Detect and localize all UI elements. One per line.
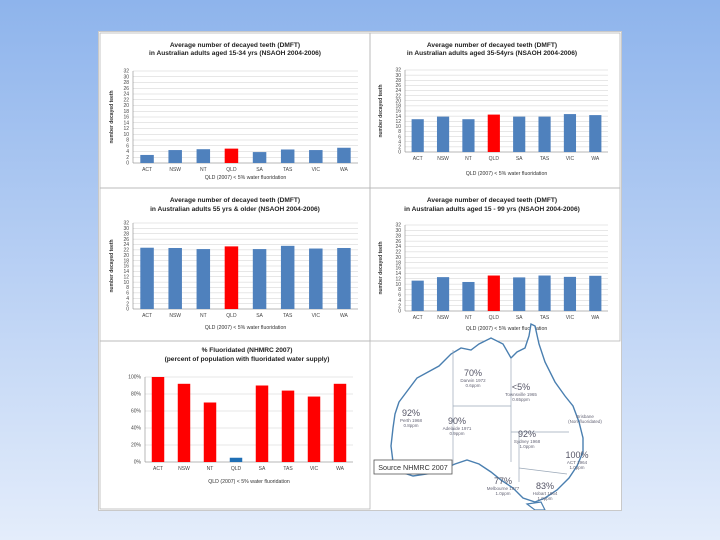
x-tick-label: VIC	[565, 156, 575, 162]
chart-title: Average number of decayed teeth (DMFT)	[169, 42, 301, 49]
map-label-text: 0.65ppm	[512, 397, 530, 402]
map-label-percent: 90%	[447, 416, 467, 426]
x-tick-label: NT	[465, 315, 472, 321]
bar-wa	[589, 276, 601, 311]
y-tick-label: 32	[395, 67, 401, 74]
y-tick-label: 8	[398, 129, 401, 136]
bar-tas	[281, 149, 295, 163]
chart-title: % Fluoridated (NHMRC 2007)	[201, 347, 293, 354]
bar-qld	[225, 246, 239, 309]
y-tick-label: 22	[395, 93, 401, 100]
slide-canvas	[99, 32, 621, 510]
y-tick-label: 14	[123, 120, 129, 127]
y-tick-label: 8	[126, 137, 129, 144]
y-tick-label: 30	[395, 72, 401, 79]
x-tick-label: NSW	[437, 315, 449, 321]
y-tick-label: 32	[123, 220, 129, 227]
y-tick-label: 32	[395, 222, 401, 229]
x-tick-label: QLD	[226, 313, 237, 319]
x-tick-label: SA	[258, 466, 266, 472]
map-label-text: Darwin 1972	[460, 378, 486, 383]
x-tick-label: NT	[199, 313, 207, 319]
x-tick-label: TAS	[539, 156, 550, 162]
y-tick-label: 16	[123, 263, 129, 270]
x-tick-label: TAS	[283, 466, 293, 472]
y-tick-label: 0	[398, 149, 401, 156]
bar-tas	[281, 246, 295, 309]
chart-footnote: QLD (2007) < 5% water fluoridation	[465, 171, 548, 177]
y-tick-label: 16	[395, 265, 401, 272]
y-tick-label: 0	[126, 160, 129, 167]
map-label-text: Hobart 1964	[532, 491, 558, 496]
bar-vic	[309, 249, 323, 309]
chart-footnote: QLD (2007) < 5% water fluoridation	[204, 325, 287, 331]
y-tick-label: 14	[395, 113, 401, 120]
y-tick-label: 26	[123, 236, 129, 243]
y-tick-label: 28	[395, 233, 401, 240]
x-tick-label: ACT	[153, 466, 163, 472]
chart-dmft-15-99	[378, 197, 608, 332]
bar-qld	[488, 115, 500, 152]
x-tick-label: SA	[256, 167, 263, 173]
x-tick-label: NT	[465, 156, 472, 162]
y-tick-label: 22	[123, 247, 129, 254]
bar-nt	[197, 249, 211, 309]
map-label-percent: 100%	[565, 450, 589, 460]
y-tick-label: 8	[126, 285, 129, 292]
y-tick-label: 30	[123, 74, 129, 81]
y-tick-label: 6	[398, 134, 401, 141]
y-tick-label: 30	[395, 228, 401, 235]
map-label-percent: 92%	[517, 429, 537, 439]
x-tick-label: WA	[591, 315, 600, 321]
x-tick-label: NSW	[169, 313, 182, 319]
y-tick-label: 24	[123, 242, 129, 249]
y-tick-label: 12	[395, 118, 401, 125]
y-tick-label: 10	[123, 279, 129, 286]
chart-fluoridated-percent	[128, 347, 353, 485]
y-tick-label: 4	[398, 139, 401, 146]
x-tick-label: ACT	[142, 167, 153, 173]
y-tick-label: 16	[123, 114, 129, 121]
chart-dmft-55-plus	[109, 197, 358, 331]
map-label-text: Townsville 1965	[505, 392, 537, 397]
tasmania-outline	[527, 502, 545, 510]
y-tick-label: 4	[126, 295, 129, 302]
bar-act	[140, 155, 154, 163]
bar-tas	[282, 391, 294, 462]
x-tick-label: ACT	[412, 315, 423, 321]
bar-qld	[488, 276, 500, 311]
y-tick-label: 22	[123, 97, 129, 104]
bar-sa	[253, 152, 267, 163]
x-tick-label: QLD	[230, 466, 242, 472]
y-tick-label: 6	[398, 292, 401, 299]
map-label-percent: 83%	[535, 481, 555, 491]
map-label-text: 0.9ppm	[449, 431, 465, 436]
y-tick-label: 18	[395, 260, 401, 267]
map-label-percent: <5%	[511, 382, 531, 392]
chart-title: Average number of decayed teeth (DMFT)	[169, 197, 301, 204]
x-tick-label: VIC	[565, 315, 575, 321]
map-label-percent: 70%	[463, 368, 483, 378]
x-tick-label: QLD	[488, 315, 499, 321]
y-tick-label: 4	[126, 149, 129, 156]
australia-map	[374, 324, 602, 510]
y-tick-label: 20	[123, 252, 129, 259]
y-tick-label: 100%	[128, 374, 141, 381]
x-tick-label: NSW	[178, 466, 190, 472]
y-axis-label: number decayed teeth	[109, 90, 115, 144]
bar-wa	[589, 115, 601, 152]
y-tick-label: 10	[395, 281, 401, 288]
y-tick-label: 18	[395, 103, 401, 110]
bar-sa	[256, 386, 268, 463]
x-tick-label: TAS	[283, 167, 293, 173]
y-tick-label: 18	[123, 108, 129, 115]
y-tick-label: 32	[123, 68, 129, 75]
y-tick-label: 0%	[133, 459, 141, 466]
y-tick-label: 10	[123, 131, 129, 138]
chart-footnote: QLD (2007) < 5% water fluoridation	[208, 479, 290, 485]
y-tick-label: 14	[395, 271, 401, 278]
y-axis-label: number decayed teeth	[378, 241, 384, 295]
chart-footnote: QLD (2007) < 5% water fluoridation	[204, 175, 287, 181]
x-tick-label: VIC	[311, 167, 320, 173]
map-label-text: 0.6ppm	[465, 383, 481, 388]
y-tick-label: 28	[123, 80, 129, 87]
x-tick-label: TAS	[283, 313, 293, 319]
bar-act	[140, 248, 154, 309]
chart-dmft-35-54	[378, 42, 608, 177]
chart-footnote: QLD (2007) < 5% water fluoridation	[465, 326, 548, 332]
bar-wa	[337, 248, 351, 309]
y-tick-label: 16	[395, 108, 401, 115]
chart-subtitle: (percent of population with fluoridated water supply)	[164, 356, 330, 363]
bar-sa	[513, 117, 525, 152]
bar-wa	[337, 148, 351, 163]
x-tick-label: SA	[515, 156, 523, 162]
bar-vic	[309, 150, 323, 163]
y-tick-label: 26	[123, 85, 129, 92]
map-label-text: 1.0ppm	[495, 491, 511, 496]
bar-act	[152, 377, 164, 462]
y-tick-label: 26	[395, 83, 401, 90]
bar-sa	[513, 277, 525, 311]
y-tick-label: 22	[395, 249, 401, 256]
map-label-text: 1.0ppm	[569, 465, 585, 470]
x-tick-label: NSW	[169, 167, 182, 173]
x-tick-label: NT	[206, 466, 214, 472]
map-label-text: 1.0ppm	[537, 496, 553, 501]
map-label-text: Adelaide 1971	[442, 426, 472, 431]
x-tick-label: NSW	[437, 156, 449, 162]
y-tick-label: 80%	[130, 391, 141, 398]
chart-subtitle: in Australian adults aged 35-54yrs (NSAOH 2004-2006)	[406, 50, 578, 57]
y-tick-label: 20	[123, 103, 129, 110]
map-label-text: ACT 1964	[566, 460, 588, 465]
y-tick-label: 2	[398, 144, 401, 151]
x-tick-label: SA	[256, 313, 263, 319]
bar-nt	[197, 149, 211, 163]
map-label-percent: 92%	[401, 408, 421, 418]
map-label	[565, 450, 588, 470]
y-tick-label: 24	[123, 91, 129, 98]
x-tick-label: QLD	[226, 167, 237, 173]
slide	[98, 31, 622, 511]
chart-subtitle: in Australian adults 55 yrs & older (NSAOH 2004-2006)	[150, 206, 320, 213]
y-tick-label: 12	[123, 126, 129, 133]
source-text: Source NHMRC 2007	[378, 463, 448, 472]
x-tick-label: VIC	[309, 466, 319, 472]
bar-nsw	[437, 277, 449, 311]
y-tick-label: 40%	[130, 425, 141, 432]
y-axis-label: number decayed teeth	[378, 84, 384, 138]
bar-nsw	[437, 117, 449, 152]
y-tick-label: 26	[395, 238, 401, 245]
y-tick-label: 20%	[130, 442, 141, 449]
chart-dmft-15-34	[109, 42, 358, 181]
x-tick-label: VIC	[311, 313, 320, 319]
y-tick-label: 4	[398, 297, 401, 304]
map-label-text: Perth 1968	[399, 418, 423, 423]
x-tick-label: ACT	[412, 156, 423, 162]
y-tick-label: 0	[126, 306, 129, 313]
bar-sa	[253, 249, 267, 309]
y-tick-label: 8	[398, 287, 401, 294]
y-tick-label: 60%	[130, 408, 141, 415]
x-tick-label: WA	[591, 156, 600, 162]
map-label-text: 1.0ppm	[519, 444, 535, 449]
x-tick-label: WA	[340, 313, 348, 319]
y-tick-label: 20	[395, 98, 401, 105]
y-tick-label: 2	[398, 303, 401, 310]
x-tick-label: NT	[199, 167, 207, 173]
x-tick-label: WA	[340, 167, 348, 173]
source-box	[374, 460, 452, 474]
y-tick-label: 0	[398, 308, 401, 315]
bar-nsw	[168, 248, 182, 309]
y-tick-label: 18	[123, 258, 129, 265]
map-label-text: Sydney 1968	[513, 439, 541, 444]
bar-act	[412, 281, 424, 311]
map-label-text: Melbourne 1977	[486, 486, 520, 491]
bar-vic	[308, 397, 320, 462]
chart-title: Average number of decayed teeth (DMFT)	[426, 197, 558, 204]
y-tick-label: 10	[395, 124, 401, 131]
bar-vic	[564, 277, 576, 311]
y-axis-label: number decayed teeth	[109, 239, 115, 293]
bar-nsw	[168, 150, 182, 163]
bar-tas	[538, 117, 550, 152]
y-tick-label: 2	[126, 301, 129, 308]
map-label-percent: 77%	[493, 476, 513, 486]
chart-subtitle: in Australian adults aged 15-34 yrs (NSAOH 2004-2006)	[149, 50, 321, 57]
x-tick-label: WA	[336, 466, 344, 472]
map-label-text: 0.8ppm	[403, 423, 419, 428]
y-tick-label: 24	[395, 244, 401, 251]
bar-qld	[230, 458, 242, 462]
chart-subtitle: in Australian adults aged 15 - 99 yrs (NSAOH 2004-2006)	[404, 206, 580, 213]
bar-nt	[462, 282, 474, 311]
y-tick-label: 24	[395, 88, 401, 95]
y-tick-label: 20	[395, 254, 401, 261]
bar-vic	[564, 114, 576, 152]
x-tick-label: ACT	[142, 313, 153, 319]
bar-qld	[225, 149, 239, 163]
y-tick-label: 6	[126, 143, 129, 150]
y-tick-label: 2	[126, 154, 129, 161]
y-tick-label: 12	[395, 276, 401, 283]
bar-nt	[204, 403, 216, 463]
y-tick-label: 14	[123, 269, 129, 276]
x-tick-label: SA	[515, 315, 523, 321]
x-tick-label: TAS	[539, 315, 550, 321]
bar-nt	[462, 119, 474, 152]
y-tick-label: 28	[395, 77, 401, 84]
bar-act	[412, 119, 424, 152]
map-label-text: Brisbane	[576, 414, 594, 419]
chart-title: Average number of decayed teeth (DMFT)	[426, 42, 558, 49]
y-tick-label: 6	[126, 290, 129, 297]
y-tick-label: 28	[123, 231, 129, 238]
x-tick-label: QLD	[488, 156, 499, 162]
y-tick-label: 30	[123, 226, 129, 233]
y-tick-label: 12	[123, 274, 129, 281]
map-label-text: (Non-fluoridated)	[568, 419, 602, 424]
bar-nsw	[178, 384, 190, 462]
bar-tas	[538, 276, 550, 311]
bar-wa	[334, 384, 346, 462]
